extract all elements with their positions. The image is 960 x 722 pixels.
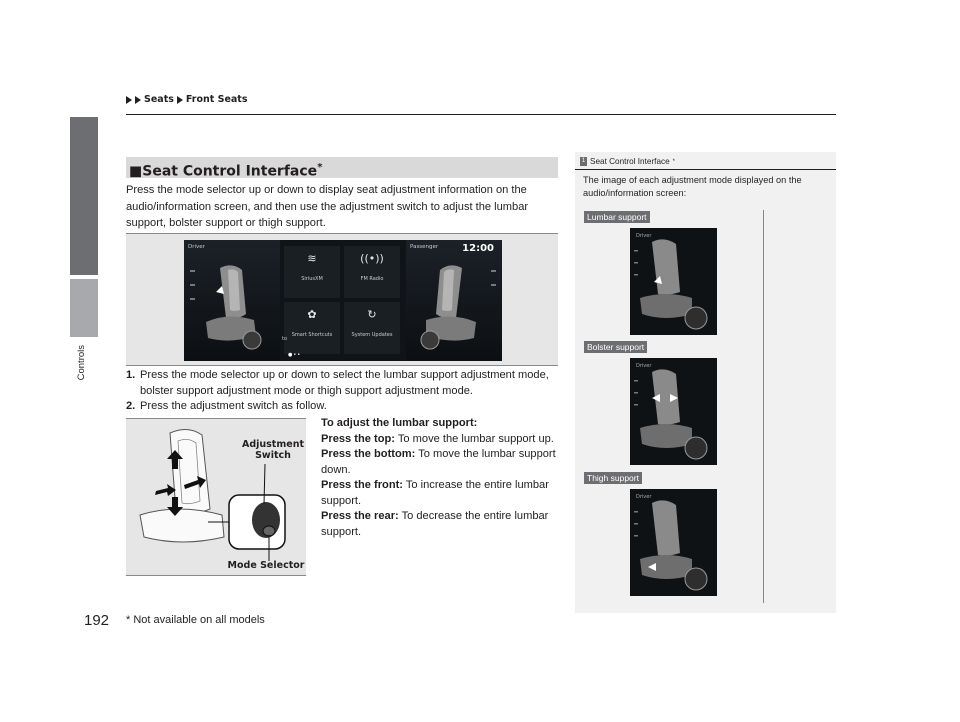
chapter-tab xyxy=(70,117,98,275)
header-rule xyxy=(126,114,836,115)
mode-label-bolster: Bolster support xyxy=(584,341,647,353)
lumbar-item: Press the top: To move the lumbar support up. xyxy=(321,432,554,445)
step-text: Press the mode selector up or down to select the lumbar support adjustment mode, bolster support adjustment mode or thigh support adjustment mode. xyxy=(140,369,549,397)
note-text: The image of each adjustment mode displayed on the audio/information screen: xyxy=(583,175,802,198)
step-item xyxy=(126,399,558,415)
breadcrumb-arrow-icon xyxy=(177,96,183,104)
lumbar-item: Press the rear: To decrease the entire lumbar support. xyxy=(321,510,549,538)
step-item xyxy=(126,368,558,399)
passenger-seat-panel xyxy=(406,240,502,361)
intro-paragraph: Press the mode selector up or down to display seat adjustment information on the audio/information screen, and then use the adjustment switch to adjust the lumbar support, bolster support or thigh support. xyxy=(126,184,529,229)
driver-seat-panel xyxy=(184,240,280,361)
passenger-seat-image xyxy=(414,262,484,354)
note-title xyxy=(580,157,675,166)
mode-label-lumbar: Lumbar support xyxy=(584,211,650,223)
shortcuts-icon: ✿ xyxy=(307,308,317,321)
section-bullet-icon: ■ xyxy=(129,163,143,180)
mode-label-thigh: Thigh support xyxy=(584,472,642,484)
section-title-text: Seat Control Interface xyxy=(142,163,318,180)
bolster-seat-image xyxy=(630,358,717,465)
radio-icon: ((•)) xyxy=(360,252,384,265)
chapter-tab-secondary xyxy=(70,279,98,337)
tile-label: Smart Shortcuts xyxy=(291,332,333,338)
breadcrumb-arrow-icon xyxy=(135,96,141,104)
adjustment-switch-label: Adjustment Switch xyxy=(241,439,304,461)
breadcrumb-seats[interactable]: Seats xyxy=(144,94,174,105)
chapter-label: Controls xyxy=(76,345,87,381)
breadcrumb xyxy=(126,94,248,105)
page-number: 192 xyxy=(84,612,110,629)
tile-fm-radio[interactable] xyxy=(344,246,400,298)
bolster-mode-screen xyxy=(630,358,717,465)
home-tiles xyxy=(284,246,402,354)
siriusxm-icon: ≋ xyxy=(307,252,317,265)
screen-driver-label: Driver xyxy=(636,494,652,500)
step-text: Press the adjustment switch as follow. xyxy=(140,400,327,412)
seat-switch-figure xyxy=(126,418,306,576)
lumbar-item: Press the front: To increase the entire lumbar support. xyxy=(321,479,549,507)
lumbar-item: Press the bottom: To move the lumbar support down. xyxy=(321,448,556,476)
breadcrumb-arrow-icon xyxy=(126,96,132,104)
step-number: 1. xyxy=(126,369,136,381)
tile-smart-shortcuts[interactable] xyxy=(284,302,340,354)
section-title xyxy=(126,157,558,178)
screen-driver-label: Driver xyxy=(636,233,652,239)
screen-figure xyxy=(126,233,558,366)
lumbar-mode-screen xyxy=(630,228,717,335)
availability-marker: * xyxy=(317,162,323,173)
side-text: to xyxy=(282,336,288,342)
clock: 12:00 xyxy=(462,243,494,254)
lumbar-seat-image xyxy=(630,228,717,335)
thigh-seat-image xyxy=(630,489,717,596)
tile-label: System Updates xyxy=(351,332,393,338)
driver-seat-image xyxy=(198,262,268,354)
update-icon: ↻ xyxy=(367,308,377,321)
step-number: 2. xyxy=(126,400,136,412)
passenger-label: Passenger xyxy=(410,244,439,250)
lumbar-heading: To adjust the lumbar support: xyxy=(321,417,478,429)
infotainment-screen xyxy=(184,240,502,361)
tile-siriusxm[interactable] xyxy=(284,246,340,298)
note-title-text: Seat Control Interface xyxy=(590,157,670,166)
breadcrumb-front-seats[interactable]: Front Seats xyxy=(185,94,248,105)
steps-list xyxy=(126,368,558,415)
footnote: * Not available on all models xyxy=(126,614,265,626)
lumbar-instructions xyxy=(321,416,561,540)
driver-label: Driver xyxy=(188,244,205,250)
screen-driver-label: Driver xyxy=(636,363,652,369)
page-indicator: ●•• xyxy=(288,352,302,358)
tile-label: FM Radio xyxy=(360,276,384,282)
availability-marker: * xyxy=(672,158,675,165)
note-number: 1 xyxy=(581,158,586,164)
tile-system-updates[interactable] xyxy=(344,302,400,354)
note-rule xyxy=(575,169,836,170)
mode-selector-label: Mode Selector xyxy=(227,560,305,571)
tile-label: SiriusXM xyxy=(301,276,323,282)
thigh-mode-screen xyxy=(630,489,717,596)
